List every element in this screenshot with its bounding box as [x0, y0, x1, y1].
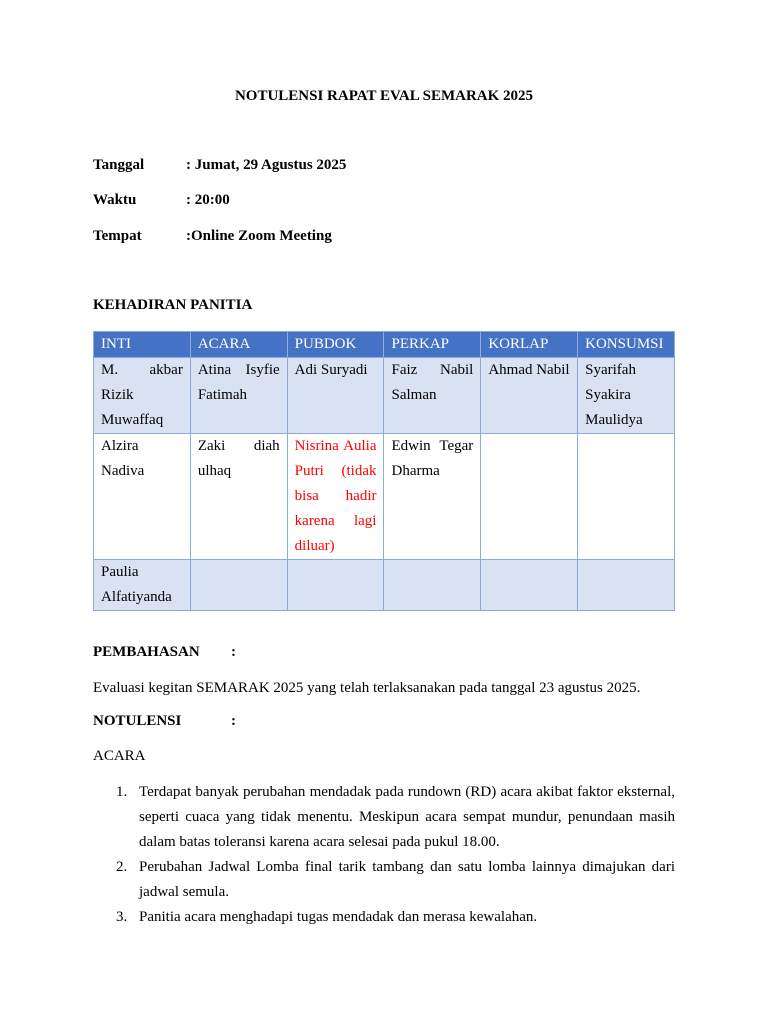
column-header-inti: INTI: [94, 332, 191, 358]
list-item: [93, 855, 675, 905]
table-cell: [578, 560, 675, 611]
table-cell: Syarifah Syakira Maulidya: [578, 358, 675, 434]
meta-value-waktu: : 20:00: [186, 192, 230, 208]
table-cell: Alzira Nadiva: [94, 434, 191, 560]
pembahasan-label: PEMBAHASAN: [93, 644, 200, 660]
meta-label-tempat: Tempat: [93, 228, 142, 244]
list-item-number: 3.: [116, 909, 128, 925]
list-item-number: 1.: [116, 784, 128, 800]
table-row: [94, 358, 675, 434]
table-cell: [384, 560, 481, 611]
table-cell: [190, 560, 287, 611]
table-cell: [287, 560, 384, 611]
pembahasan-text: Evaluasi kegitan SEMARAK 2025 yang telah terlaksanakan pada tanggal 23 agustus 2025.: [93, 680, 641, 696]
list-item-number: 2.: [116, 859, 128, 875]
table-cell: Ahmad Nabil: [481, 358, 578, 434]
table-header-row: [94, 332, 675, 358]
table-cell: Faiz Nabil Salman: [384, 358, 481, 434]
column-header-acara: ACARA: [190, 332, 287, 358]
table-row: [94, 434, 675, 560]
table-cell: [578, 434, 675, 560]
table-cell: Edwin Tegar Dharma: [384, 434, 481, 560]
table-cell: [481, 434, 578, 560]
list-item: [93, 905, 675, 930]
column-header-konsumsi: KONSUMSI: [578, 332, 675, 358]
column-header-pubdok: PUBDOK: [287, 332, 384, 358]
list-item-text: Perubahan Jadwal Lomba final tarik tambang dan satu lomba lainnya dimajukan dari jadwal semula.: [139, 859, 675, 900]
kehadiran-heading: KEHADIRAN PANITIA: [93, 297, 253, 313]
table-cell: Zaki diah ulhaq: [190, 434, 287, 560]
table-row: [94, 560, 675, 611]
meta-label-tanggal: Tanggal: [93, 157, 145, 173]
table-cell: [481, 560, 578, 611]
notulensi-subheading: ACARA: [93, 748, 146, 764]
notulensi-label: NOTULENSI: [93, 713, 182, 729]
pembahasan-colon: :: [231, 644, 236, 660]
list-item-text: Terdapat banyak perubahan mendadak pada rundown (RD) acara akibat faktor eksternal, seperti cuaca yang tidak menentu. Meskipun acara sempat mundur, penundaan masih dalam batas toleransi karena acara selesai pada pukul 18.00.: [139, 784, 675, 850]
table-cell: Adi Suryadi: [287, 358, 384, 434]
notulensi-colon: :: [231, 713, 236, 729]
table-cell: Paulia Alfatiyanda: [94, 560, 191, 611]
table-cell: M. akbar Rizik Muwaffaq: [94, 358, 191, 434]
column-header-korlap: KORLAP: [481, 332, 578, 358]
notulensi-list: [93, 780, 675, 930]
kehadiran-table: [93, 331, 675, 611]
meta-label-waktu: Waktu: [93, 192, 137, 208]
table-cell: Atina Isyfie Fatimah: [190, 358, 287, 434]
meta-value-tanggal: : Jumat, 29 Agustus 2025: [186, 157, 347, 173]
meta-value-tempat: :Online Zoom Meeting: [186, 228, 332, 244]
column-header-perkap: PERKAP: [384, 332, 481, 358]
list-item-text: Panitia acara menghadapi tugas mendadak dan merasa kewalahan.: [139, 909, 538, 925]
list-item: [93, 780, 675, 855]
table-cell-absent: Nisrina Aulia Putri (tidak bisa hadir karena lagi diluar): [287, 434, 384, 560]
document-title: NOTULENSI RAPAT EVAL SEMARAK 2025: [234, 88, 534, 104]
